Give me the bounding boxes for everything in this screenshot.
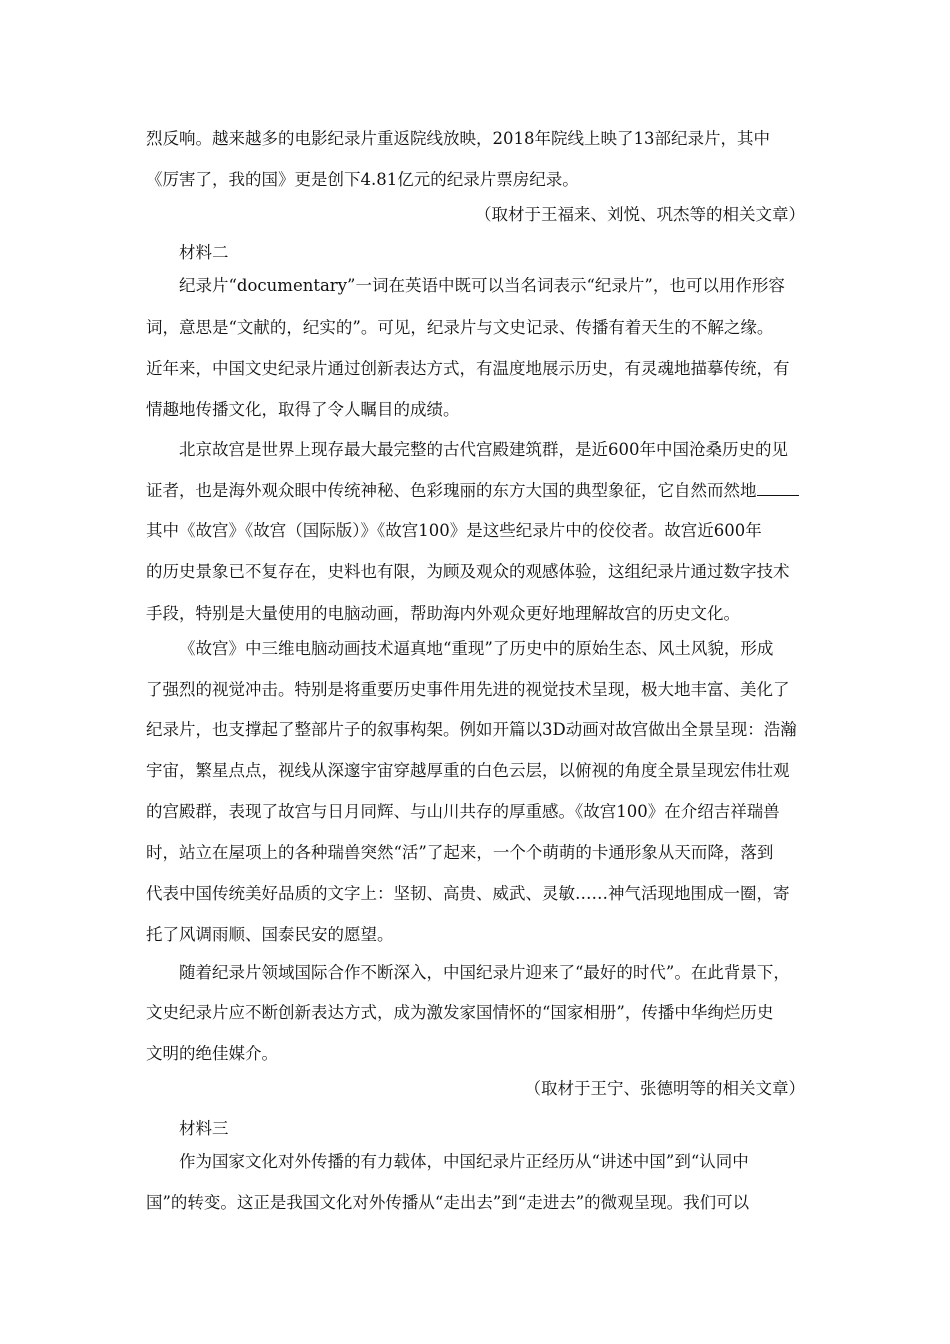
text-line: 宇宙，繁星点点，视线从深邃宇宙穿越厚重的白色云层，以俯视的角度全景呈现宏伟壮观 — [146, 761, 790, 780]
text-line: 词，意思是“文献的，纪实的”。可见，纪录片与文史记录、传播有着天生的不解之缘。 — [146, 318, 774, 337]
text-line: 其中《故宫》《故宫（国际版）》《故宫100》是这些纪录片中的佼佼者。故宫近600年 — [146, 521, 762, 540]
text-line: 纪录片“documentary”一词在英语中既可以当名词表示“纪录片”，也可以用作形容 — [179, 276, 785, 295]
text-line: 代表中国传统美好品质的文字上：坚韧、高贵、威武、灵敏……神气活现地围成一圈，寄 — [146, 884, 790, 903]
text-line: 《厉害了，我的国》更是创下4.81亿元的纪录片票房纪录。 — [146, 170, 579, 189]
text-line: 随着纪录片领域国际合作不断深入，中国纪录片迎来了“最好的时代”。在此背景下， — [179, 963, 790, 982]
text-line: 文史纪录片应不断创新表达方式，成为激发家国情怀的“国家相册”，传播中华绚烂历史 — [146, 1003, 774, 1022]
section-heading: 材料三 — [179, 1119, 229, 1138]
fill-in-blank — [757, 481, 799, 496]
text-line: 的宫殿群，表现了故宫与日月同辉、与山川共存的厚重感。《故宫100》在介绍吉祥瑞兽 — [146, 802, 780, 821]
text-line: 北京故宫是世界上现存最大最完整的古代宫殿建筑群，是近600年中国沧桑历史的见 — [179, 440, 788, 459]
text-line: 时，站立在屋项上的各种瑞兽突然“活”了起来，一个个萌萌的卡通形象从天而降，落到 — [146, 843, 774, 862]
text-line: 情趣地传播文化，取得了令人瞩目的成绩。 — [146, 400, 460, 419]
text-line: 作为国家文化对外传播的有力载体，中国纪录片正经历从“讲述中国”到“认同中 — [179, 1152, 749, 1171]
text-line-with-blank — [146, 480, 799, 502]
text-line: 纪录片，也支撑起了整部片子的叙事构架。例如开篇以3D动画对故宫做出全景呈现：浩瀚 — [146, 720, 797, 739]
text-segment: 证者，也是海外观众眼中传统神秘、色彩瑰丽的东方大国的典型象征，它自然而然地 — [146, 481, 757, 500]
text-line: 的历史景象已不复存在，史料也有限，为顾及观众的观感体验，这组纪录片通过数字技术 — [146, 562, 790, 581]
text-line: 烈反响。越来越多的电影纪录片重返院线放映，2018年院线上映了13部纪录片，其中 — [146, 129, 770, 148]
section-heading: 材料二 — [179, 243, 229, 262]
source-citation: （取材于王福来、刘悦、巩杰等的相关文章） — [475, 205, 805, 224]
text-line: 了强烈的视觉冲击。特别是将重要历史事件用先进的视觉技术呈现，极大地丰富、美化了 — [146, 680, 790, 699]
text-line: 国”的转变。这正是我国文化对外传播从“走出去”到“走进去”的微观呈现。我们可以 — [146, 1193, 750, 1212]
text-line: 文明的绝佳媒介。 — [146, 1044, 278, 1063]
text-line: 近年来，中国文史纪录片通过创新表达方式，有温度地展示历史，有灵魂地描摹传统，有 — [146, 359, 790, 378]
text-line: 《故宫》中三维电脑动画技术逼真地“重现”了历史中的原始生态、风土风貌，形成 — [179, 639, 774, 658]
source-citation: （取材于王宁、张德明等的相关文章） — [524, 1079, 805, 1098]
text-line: 手段，特别是大量使用的电脑动画，帮助海内外观众更好地理解故宫的历史文化。 — [146, 604, 740, 623]
text-line: 托了风调雨顺、国泰民安的愿望。 — [146, 925, 394, 944]
